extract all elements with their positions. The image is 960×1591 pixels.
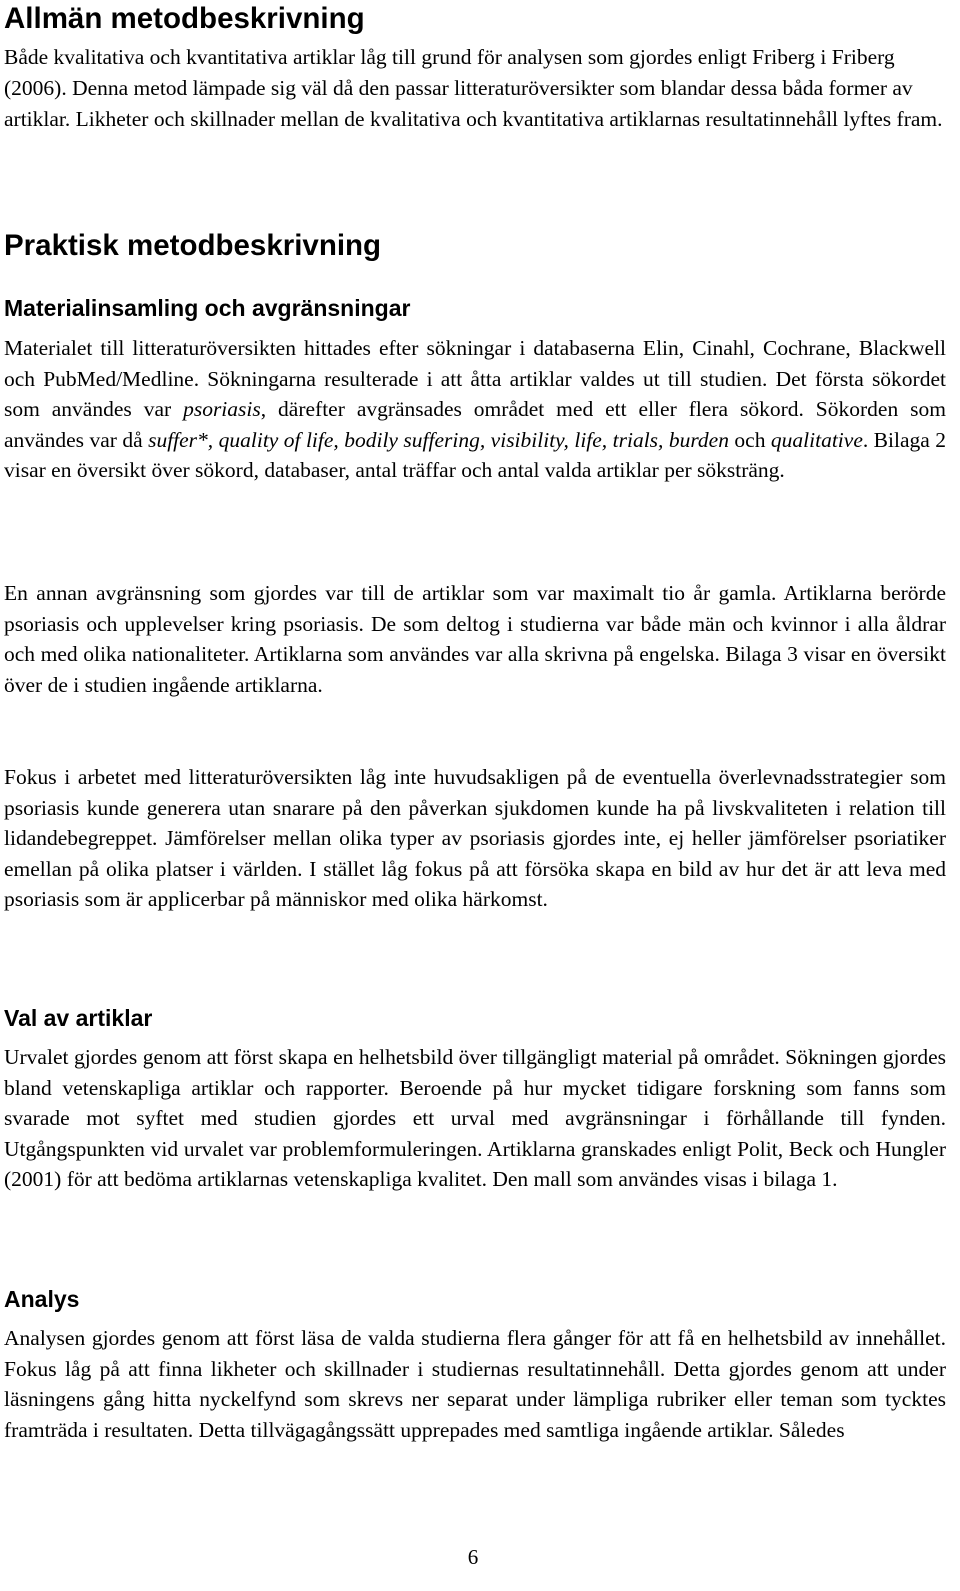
page-number: 6 xyxy=(467,1545,479,1569)
text-segment: , därefter avgränsades området med ett eller flera sökord. Sökorden som användes var då xyxy=(4,397,946,452)
italic-search-terms: suffer*, quality of life, bodily suffering, visibility, life, trials, burden xyxy=(148,427,729,452)
italic-search-term: qualitative xyxy=(770,427,863,452)
paragraph-material-limits: En annan avgränsning som gjordes var till de artiklar som var maximalt tio år gamla. Artiklarna berörde psoriasis och upplevelser kring psoriasis. De som deltog i studierna var både män och kvinnor i alla åldrar och med olika nationaliteter. Artiklarna som användes var alla skrivna på engelska. Bilaga 3 visar en översikt över de i studien ingående artiklarna. xyxy=(4,581,946,697)
text-segment: . Bilaga 2 visar en översikt över sökord, databaser, antal träffar och antal valda artiklar per söksträng. xyxy=(4,427,946,483)
heading-analysis: Analys xyxy=(4,1286,80,1312)
paragraph-material-search xyxy=(4,333,946,486)
heading-material-collection: Materialinsamling och avgränsningar xyxy=(4,295,411,321)
paragraph-article-selection: Urvalet gjordes genom att först skapa en helhetsbild över tillgängligt material på området. Sökningen gjordes bland vetenskapliga artiklar och rapporter. Beroende på hur mycket tidigare forskning som fanns som svarade mot syftet med studien gjordes ett urval med avgränsningar i förhållande till fynden. Utgångspunkten vid urvalet var problemformuleringen. Artiklarna granskades enligt Polit, Beck och Hungler (2001) för att bedöma artiklarnas vetenskapliga kvalitet. Den mall som användes visas i bilaga 1. xyxy=(4,1045,946,1192)
paragraph-general-method: Både kvalitativa och kvantitativa artiklar låg till grund för analysen som gjordes enligt Friberg i Friberg (2006). Denna metod lämpade sig väl då den passar litteraturöversikter som blandar dessa båda former av artiklar. Likheter och skillnader mellan de kvalitativa och kvantitativa artiklarnas resultatinnehåll lyftes fram. xyxy=(4,45,943,131)
heading-practical-method: Praktisk metodbeskrivning xyxy=(4,229,382,262)
heading-article-selection: Val av artiklar xyxy=(4,1005,153,1031)
paragraph-material-focus: Fokus i arbetet med litteraturöversikten låg inte huvudsakligen på de eventuella överlevnadsstrategier som psoriasis kunde generera utan snarare på den påverkan sjukdomen kunde ha på livskvaliteten i relation till lidandebegreppet. Jämförelser mellan olika typer av psoriasis gjordes inte, ej heller jämförelser psoriatiker emellan på olika platser i världen. I stället låg fokus på att försöka skapa en bild av hur det är att leva med psoriasis som är applicerbar på människor med olika härkomst. xyxy=(4,765,946,912)
text-segment: och xyxy=(728,427,771,452)
paragraph-analysis: Analysen gjordes genom att först läsa de valda studierna flera gånger för att få en helhetsbild av innehållet. Fokus låg på att finna likheter och skillnader i studiernas resultatinnehåll. Detta gjordes genom att under läsningens gång hitta nyckelfynd som skrevs ner separat under lämpliga rubriker eller teman som tycktes framträda i resultaten. Detta tillvägagångssätt upprepades med samtliga ingående artiklar. Således xyxy=(4,1326,946,1442)
text-segment: Materialet till litteraturöversikten hittades efter sökningar i databaserna Elin, Cinahl, Cochrane, Blackwell och PubMed/Medline. Sökningarna resulterade i att åtta artiklar valdes ut till studien. Det första sökordet som användes var xyxy=(4,336,946,422)
italic-search-term: psoriasis xyxy=(183,397,261,422)
heading-general-method: Allmän metodbeskrivning xyxy=(4,2,365,35)
